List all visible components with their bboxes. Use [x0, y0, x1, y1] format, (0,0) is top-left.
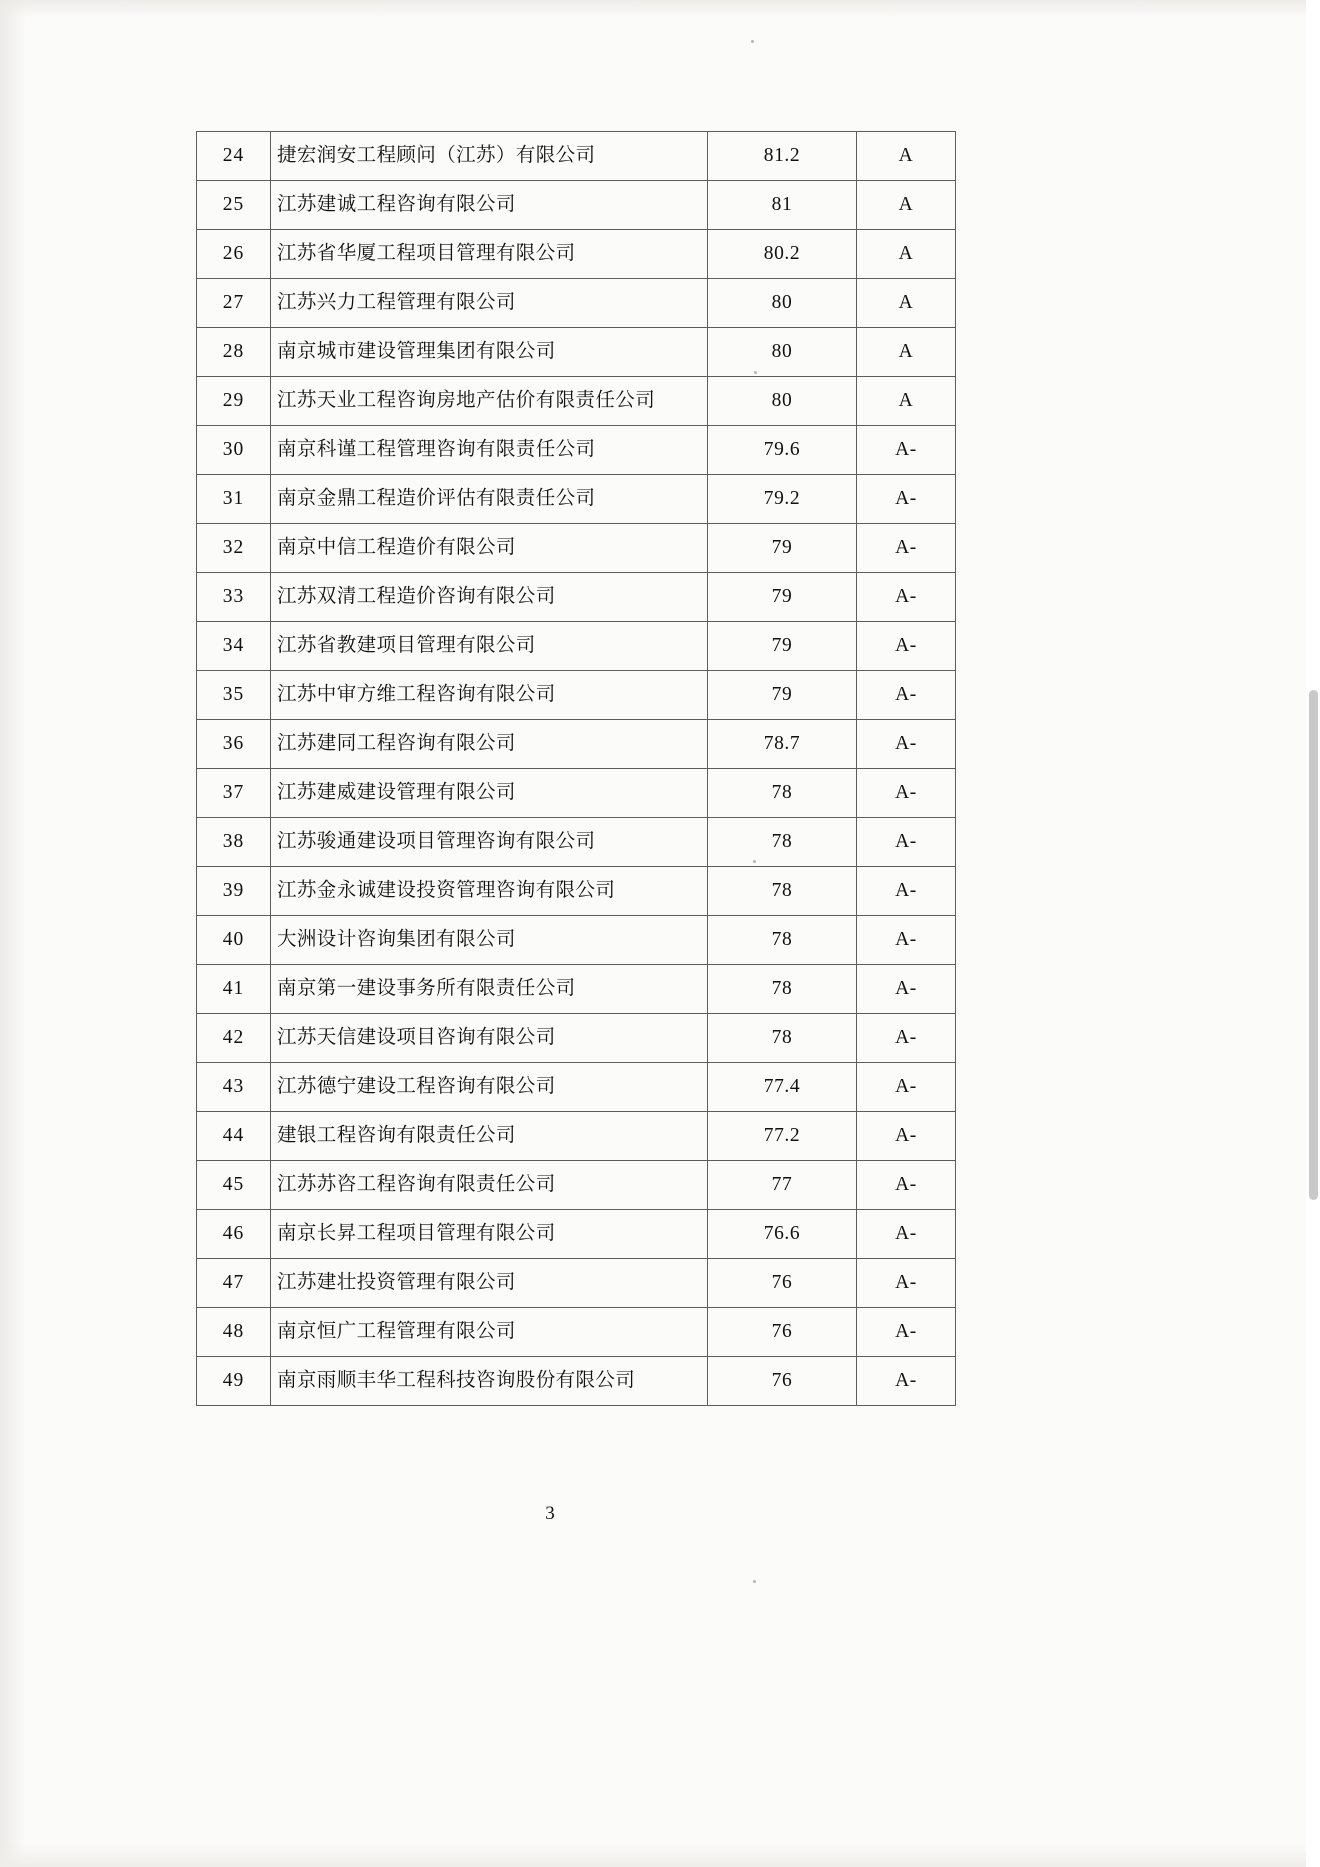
- row-grade-cell: A-: [857, 426, 956, 475]
- row-index-cell: 41: [197, 965, 271, 1014]
- row-company-name-cell: 江苏建壮投资管理有限公司: [271, 1259, 708, 1308]
- table-row: [197, 1357, 956, 1406]
- row-grade-cell: A-: [857, 965, 956, 1014]
- row-index-cell: 43: [197, 1063, 271, 1112]
- row-grade-cell: A-: [857, 1063, 956, 1112]
- row-index-cell: 30: [197, 426, 271, 475]
- row-grade-cell: A: [857, 230, 956, 279]
- row-score-cell: 78.7: [708, 720, 857, 769]
- row-grade-cell: A-: [857, 818, 956, 867]
- row-index-cell: 35: [197, 671, 271, 720]
- row-score-cell: 78: [708, 769, 857, 818]
- table-row: [197, 769, 956, 818]
- row-index-cell: 34: [197, 622, 271, 671]
- row-grade-cell: A-: [857, 475, 956, 524]
- row-company-name-cell: 江苏省教建项目管理有限公司: [271, 622, 708, 671]
- row-score-cell: 80: [708, 377, 857, 426]
- row-index-cell: 48: [197, 1308, 271, 1357]
- row-score-cell: 76.6: [708, 1210, 857, 1259]
- row-score-cell: 79: [708, 671, 857, 720]
- row-index-cell: 40: [197, 916, 271, 965]
- row-grade-cell: A-: [857, 1210, 956, 1259]
- row-grade-cell: A-: [857, 1308, 956, 1357]
- row-company-name-cell: 南京第一建设事务所有限责任公司: [271, 965, 708, 1014]
- row-grade-cell: A-: [857, 524, 956, 573]
- row-index-cell: 24: [197, 132, 271, 181]
- row-company-name-cell: 建银工程咨询有限责任公司: [271, 1112, 708, 1161]
- row-company-name-cell: 江苏骏通建设项目管理咨询有限公司: [271, 818, 708, 867]
- row-grade-cell: A: [857, 132, 956, 181]
- table-row: [197, 965, 956, 1014]
- row-score-cell: 79: [708, 573, 857, 622]
- row-score-cell: 81: [708, 181, 857, 230]
- table-row: [197, 1259, 956, 1308]
- row-grade-cell: A-: [857, 720, 956, 769]
- table-row: [197, 916, 956, 965]
- row-company-name-cell: 江苏建诚工程咨询有限公司: [271, 181, 708, 230]
- row-company-name-cell: 南京中信工程造价有限公司: [271, 524, 708, 573]
- row-company-name-cell: 南京雨顺丰华工程科技咨询股份有限公司: [271, 1357, 708, 1406]
- row-company-name-cell: 江苏苏咨工程咨询有限责任公司: [271, 1161, 708, 1210]
- row-company-name-cell: 江苏中审方维工程咨询有限公司: [271, 671, 708, 720]
- row-company-name-cell: 南京城市建设管理集团有限公司: [271, 328, 708, 377]
- ranking-table-body: [197, 132, 956, 1406]
- row-company-name-cell: 江苏双清工程造价咨询有限公司: [271, 573, 708, 622]
- row-index-cell: 38: [197, 818, 271, 867]
- row-index-cell: 42: [197, 1014, 271, 1063]
- table-row: [197, 1063, 956, 1112]
- row-grade-cell: A: [857, 279, 956, 328]
- table-row: [197, 181, 956, 230]
- row-index-cell: 29: [197, 377, 271, 426]
- row-score-cell: 77: [708, 1161, 857, 1210]
- table-row: [197, 622, 956, 671]
- scan-speck: [751, 40, 754, 43]
- row-grade-cell: A-: [857, 622, 956, 671]
- table-row: [197, 1161, 956, 1210]
- row-grade-cell: A-: [857, 916, 956, 965]
- ranking-table: [196, 131, 956, 1406]
- row-score-cell: 79: [708, 524, 857, 573]
- table-row: [197, 720, 956, 769]
- row-index-cell: 47: [197, 1259, 271, 1308]
- row-grade-cell: A-: [857, 1161, 956, 1210]
- row-grade-cell: A-: [857, 671, 956, 720]
- row-score-cell: 80: [708, 279, 857, 328]
- row-score-cell: 78: [708, 818, 857, 867]
- scan-shadow-left: [0, 0, 26, 1867]
- row-grade-cell: A: [857, 181, 956, 230]
- row-score-cell: 80: [708, 328, 857, 377]
- scan-shadow-bottom: [0, 1843, 1320, 1867]
- row-index-cell: 33: [197, 573, 271, 622]
- row-score-cell: 79.6: [708, 426, 857, 475]
- table-row: [197, 818, 956, 867]
- row-index-cell: 49: [197, 1357, 271, 1406]
- table-row: [197, 524, 956, 573]
- row-index-cell: 45: [197, 1161, 271, 1210]
- row-score-cell: 78: [708, 916, 857, 965]
- row-company-name-cell: 江苏金永诚建设投资管理咨询有限公司: [271, 867, 708, 916]
- row-company-name-cell: 大洲设计咨询集团有限公司: [271, 916, 708, 965]
- row-index-cell: 25: [197, 181, 271, 230]
- row-company-name-cell: 江苏天信建设项目咨询有限公司: [271, 1014, 708, 1063]
- row-score-cell: 78: [708, 965, 857, 1014]
- row-grade-cell: A-: [857, 573, 956, 622]
- table-row: [197, 377, 956, 426]
- row-index-cell: 36: [197, 720, 271, 769]
- row-score-cell: 80.2: [708, 230, 857, 279]
- table-row: [197, 328, 956, 377]
- row-index-cell: 32: [197, 524, 271, 573]
- table-row: [197, 230, 956, 279]
- viewer-scrollbar-thumb[interactable]: [1309, 690, 1318, 1200]
- row-score-cell: 81.2: [708, 132, 857, 181]
- row-index-cell: 44: [197, 1112, 271, 1161]
- row-score-cell: 76: [708, 1308, 857, 1357]
- row-grade-cell: A-: [857, 1112, 956, 1161]
- row-score-cell: 76: [708, 1259, 857, 1308]
- row-score-cell: 76: [708, 1357, 857, 1406]
- row-company-name-cell: 江苏建威建设管理有限公司: [271, 769, 708, 818]
- row-company-name-cell: 南京科谨工程管理咨询有限责任公司: [271, 426, 708, 475]
- row-grade-cell: A: [857, 328, 956, 377]
- table-row: [197, 573, 956, 622]
- row-company-name-cell: 捷宏润安工程顾问（江苏）有限公司: [271, 132, 708, 181]
- row-score-cell: 77.4: [708, 1063, 857, 1112]
- table-row: [197, 279, 956, 328]
- row-grade-cell: A-: [857, 867, 956, 916]
- row-company-name-cell: 江苏天业工程咨询房地产估价有限责任公司: [271, 377, 708, 426]
- table-row: [197, 671, 956, 720]
- table-row: [197, 867, 956, 916]
- row-score-cell: 77.2: [708, 1112, 857, 1161]
- table-row: [197, 132, 956, 181]
- table-row: [197, 1308, 956, 1357]
- row-grade-cell: A-: [857, 1357, 956, 1406]
- table-row: [197, 1112, 956, 1161]
- row-index-cell: 27: [197, 279, 271, 328]
- table-row: [197, 426, 956, 475]
- row-company-name-cell: 南京金鼎工程造价评估有限责任公司: [271, 475, 708, 524]
- row-index-cell: 39: [197, 867, 271, 916]
- row-company-name-cell: 江苏建同工程咨询有限公司: [271, 720, 708, 769]
- table-row: [197, 475, 956, 524]
- row-grade-cell: A: [857, 377, 956, 426]
- scan-shadow-top: [0, 0, 1320, 18]
- table-row: [197, 1210, 956, 1259]
- row-score-cell: 78: [708, 867, 857, 916]
- row-index-cell: 37: [197, 769, 271, 818]
- row-index-cell: 26: [197, 230, 271, 279]
- row-company-name-cell: 江苏兴力工程管理有限公司: [271, 279, 708, 328]
- row-company-name-cell: 江苏省华厦工程项目管理有限公司: [271, 230, 708, 279]
- row-company-name-cell: 江苏德宁建设工程咨询有限公司: [271, 1063, 708, 1112]
- row-company-name-cell: 南京长昇工程项目管理有限公司: [271, 1210, 708, 1259]
- row-grade-cell: A-: [857, 769, 956, 818]
- row-grade-cell: A-: [857, 1014, 956, 1063]
- page-number: 3: [545, 1503, 555, 1524]
- row-company-name-cell: 南京恒广工程管理有限公司: [271, 1308, 708, 1357]
- viewer-scrollbar[interactable]: [1306, 0, 1320, 1867]
- scan-speck: [753, 1580, 756, 1583]
- row-index-cell: 28: [197, 328, 271, 377]
- row-score-cell: 79: [708, 622, 857, 671]
- table-row: [197, 1014, 956, 1063]
- row-score-cell: 78: [708, 1014, 857, 1063]
- row-grade-cell: A-: [857, 1259, 956, 1308]
- row-index-cell: 31: [197, 475, 271, 524]
- row-index-cell: 46: [197, 1210, 271, 1259]
- row-score-cell: 79.2: [708, 475, 857, 524]
